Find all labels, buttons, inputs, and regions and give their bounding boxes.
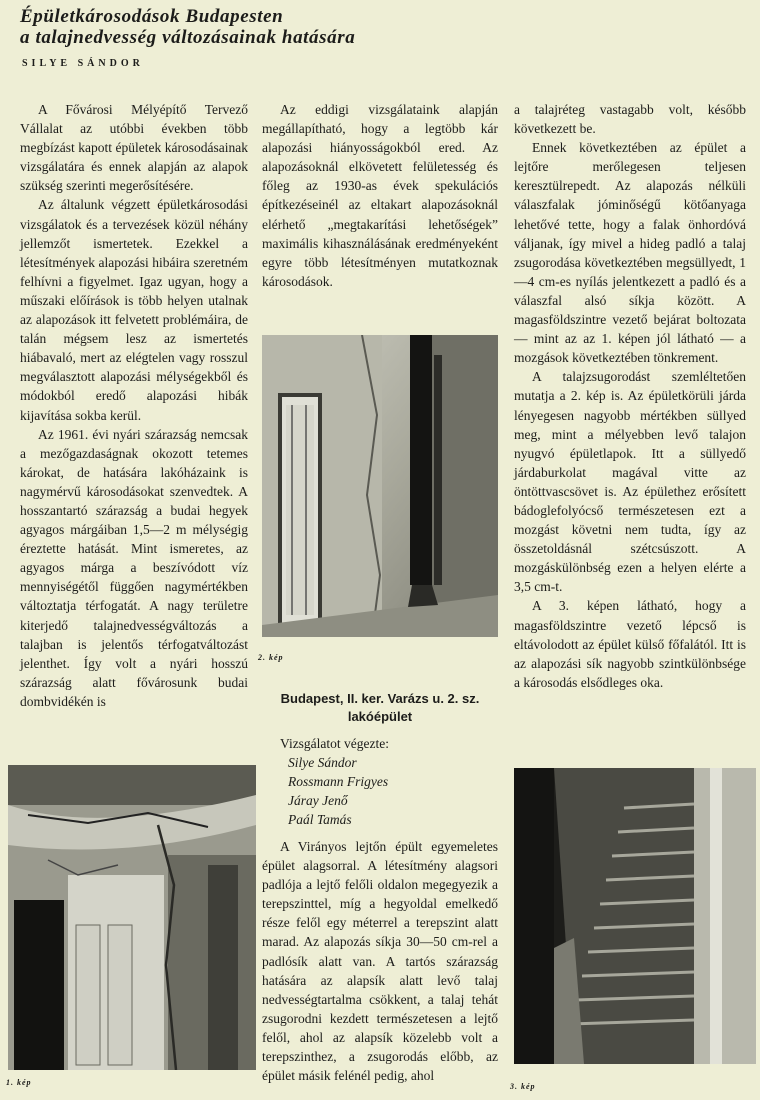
paragraph: Az 1961. évi nyári szárazság nemcsak a mezőgazdaságnak okozott tetemes károkat, de hatására lakóházaink is nagymérvű károsodásokat szenvedtek. A hosszantartó szárazság a budai hegyek agyagos márgáiban 1,5—2 m mélységig éreztette hatását. Mint ismeretes, az agyagos márga a beszívódott víz mennyiségétől függően nagymértékben változtatja térfogatát. A nagy területre kiterjedő talajnedvességváltozás a talajban is jelentős térfogatváltozást jelenthet. Így volt a nyári hosszú szárazság alatt fővárosunk budai dombvidékén is xyxy=(20,426,248,709)
article-title: Épületkárosodások Budapesten a talajnedvesség változásainak hatására xyxy=(20,6,356,48)
text-column-1 xyxy=(20,100,248,711)
photo-2-caption: 2. kép xyxy=(258,653,284,662)
paragraph: A talajzsugorodást szemléltetően mutatja a 2. kép is. Az épületkörüli járda lényegesen nagyobb mértékben süllyed meg, mint a mélyebben levő talajon nyugvó épületlapok. Itt a süllyedő járdaburkolat magával vitte az öntöttvascsövet is. Az épülethez erősített bádoglefolyócső természetesen ezt a mozgást követni nem tudta, így az összetoldásnál szétcsúszott. A mozgáskülönbség ezen a helyen elérte a 3,5 cm-t. xyxy=(514,369,746,595)
photo-1-caption: 1. kép xyxy=(6,1078,32,1087)
examiner-name: Silye Sándor xyxy=(288,755,357,770)
article-2-title: Budapest, II. ker. Varázs u. 2. sz. lakóépület xyxy=(280,691,480,724)
paragraph: A 3. képen látható, hogy a magasföldszintre vezető lépcső is eltávolodott az épület külső főfalától. Itt is az alapozási sík nagyobb szintkülönbsége a károsodás elsődleges oka. xyxy=(514,598,746,690)
author-byline: SILYE SÁNDOR xyxy=(22,58,144,69)
paragraph: Ennek következtében az épület a lejtőre merőlegesen teljesen keresztülrepedt. Az alapozás nélküli válaszfalak jóminőségű kötőanyaga lehetővé tette, hogy a falak önhordóvá váljanak, így mivel a hideg padló a talaj zsugorodása következtében megsüllyedt, 1—4 cm-es nyílás jelentkezett a padló és a válaszfal alsó síkja között. A magasföldszintre vezető bejárat boltozata — mint az az 1. képen jól látható — a mozgások következtében tönkrement. xyxy=(514,140,746,366)
text-column-2 xyxy=(262,100,498,291)
photo-2-cracked-wall-downpipe xyxy=(262,335,498,637)
examiner-label: Vizsgálatot végezte: xyxy=(280,736,390,751)
paragraph: Az általunk végzett épületkárosodási vizsgálatok és a tervezések közül néhány jellemzőt ismertetek. Ezekkel a létesítmények alapozási hibáira szeretném felhívni a figyelmet. Igaz ugyan, hogy a műszaki előírások is több helyen utalnak az alapozások itt felvetett problémáira, de talán mégsem lesz az ismertetés hiábavaló, mert az elégtelen vagy rosszul megválasztott alapozási mélységekből és módokból eredő alapozási hibák kijavítása sokba kerül. xyxy=(20,197,248,423)
examiner-block xyxy=(262,734,498,829)
paragraph: Az eddigi vizsgálataink alapján megállapítható, hogy a legtöbb kár alapozási hiányosságokból ered. Az alapozásoknál elkövetett felületesség és főleg az 1930-as évek spekulációs építkezéseinél az eltakart alapozásoknál elérhető „megtakarítási lehetőségek” maximális kihasználásának eredményeként egyre több létesítményen mutatkoznak károsodások. xyxy=(262,102,498,289)
examiner-name: Paál Tamás xyxy=(288,812,352,827)
text-column-3 xyxy=(514,100,746,692)
photo-3-caption: 3. kép xyxy=(510,1082,536,1091)
article-varazs-utca xyxy=(262,690,498,1085)
paragraph: A Fővárosi Mélyépítő Tervező Vállalat az utóbbi években több megbízást kapott épületek károsodásainak vizsgálatára és ennek alapján az alapok szükség szerinti megerősítésére. xyxy=(20,102,248,194)
examiner-name: Járay Jenő xyxy=(288,793,348,808)
paragraph: A Virányos lejtőn épült egyemeletes épület alagsorral. A létesítmény alagsori padlója a lejtő felőli oldalon megegyezik a terepszinttel, míg a hegyoldal emelkedő része felől egy méterrel a terepszint alatt marad. Az alapozás síkja 30—50 cm-rel a padlósík alatt van. A tartós szárazság hatására az alapsík alatt levő talaj nedvességtartalma csökkent, a talaj tehát zsugorodni kezdett természetesen a lejtő felől, ahol az alapsík közelebb volt a terepszinthez, a zsugorodás előbb, az épület másik felénél pedig, ahol xyxy=(262,839,498,1084)
examiner-name: Rossmann Frigyes xyxy=(288,774,389,789)
photo-3-staircase xyxy=(514,768,756,1064)
paragraph: a talajréteg vastagabb volt, később következett be. xyxy=(514,102,746,137)
photo-1-damaged-vault xyxy=(8,765,256,1070)
article-2-body xyxy=(262,837,498,1085)
